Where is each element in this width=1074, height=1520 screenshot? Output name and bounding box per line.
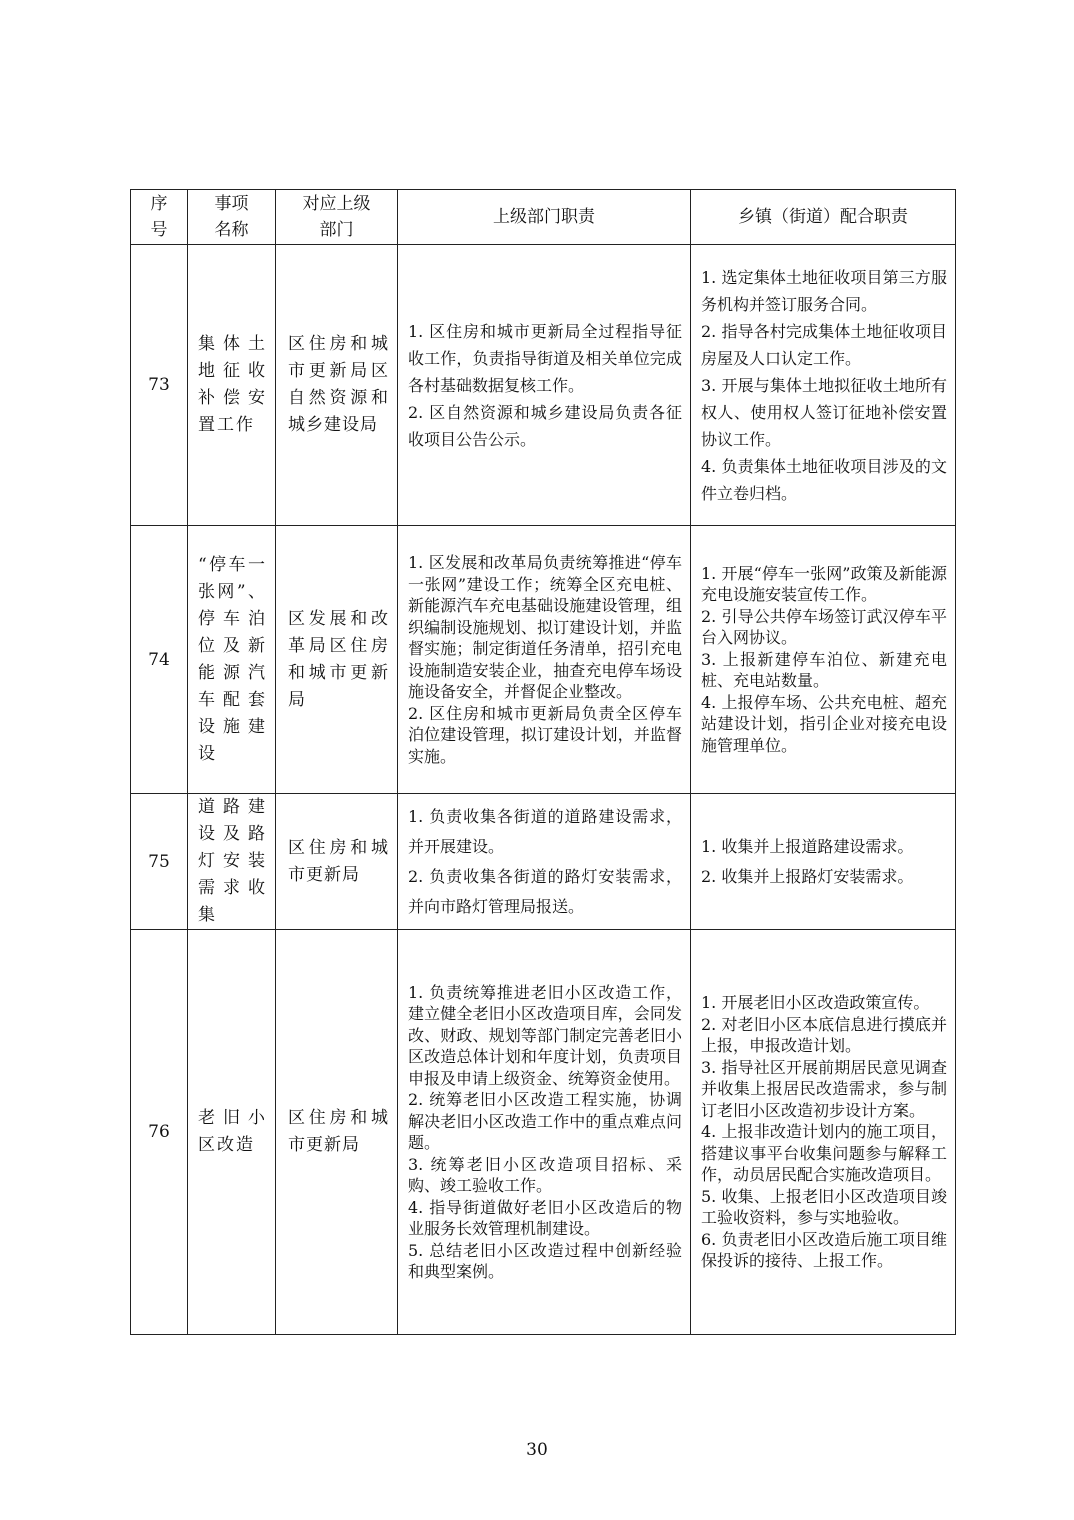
row-index: 76 (131, 930, 188, 1335)
duty-line: 4. 负责集体土地征收项目涉及的文件立卷归档。 (701, 456, 947, 503)
row-index: 74 (131, 526, 188, 794)
item-name: “停车一张网”、停车泊位及新能源汽车配套设施建设 (188, 526, 276, 794)
item-name: 集体土地征收补偿安置工作 (188, 245, 276, 526)
duty-line: 1. 区发展和改革局负责统筹推进“停车一张网”建设工作；统筹全区充电桩、新能源汽车充电基础设施建设管理，组织编制设施规划、拟订建设计划，并监督实施；制定街道任务清单，招引充电设施制造安装企业，抽查充电停车场设施设备安全，并督促企业整改。 (408, 553, 682, 701)
duty-line: 2. 统筹老旧小区改造工程实施，协调解决老旧小区改造工作中的重点难点问题。 (408, 1090, 682, 1152)
duty-line: 5. 总结老旧小区改造过程中创新经验和典型案例。 (408, 1240, 682, 1281)
page-number: 30 (526, 1440, 548, 1460)
upper-duty-cell (398, 930, 691, 1335)
table-row (131, 794, 956, 930)
dept-name: 区住房和城市更新局区自然资源和城乡建设局 (276, 245, 398, 526)
row-index: 73 (131, 245, 188, 526)
duty-line: 1. 负责收集各街道的道路建设需求，并开展建设。 (408, 806, 682, 856)
header-item: 事项名称 (188, 190, 276, 245)
duty-line: 1. 开展“停车一张网”政策及新能源充电设施安装宣传工作。 (701, 563, 947, 605)
duty-line: 6. 负责老旧小区改造后施工项目维保投诉的接待、上报工作。 (701, 1229, 947, 1271)
item-name: 道路建设及路灯安装需求收集 (188, 794, 276, 930)
header-upper-duty: 上级部门职责 (398, 190, 691, 245)
duty-line: 4. 上报停车场、公共充电桩、超充站建设计划，指引企业对接充电设施管理单位。 (701, 692, 947, 755)
duty-line: 2. 区住房和城市更新局负责全区停车泊位建设管理，拟订建设计划，并监督实施。 (408, 703, 682, 766)
duty-line: 2. 引导公共停车场签订武汉停车平台入网协议。 (701, 606, 947, 648)
upper-duty-cell (398, 794, 691, 930)
duty-line: 2. 对老旧小区本底信息进行摸底并上报，申报改造计划。 (701, 1014, 947, 1056)
duty-line: 1. 收集并上报道路建设需求。 (701, 836, 914, 856)
town-duty-cell (691, 526, 956, 794)
duty-line: 5. 收集、上报老旧小区改造项目竣工验收资料，参与实地验收。 (701, 1186, 947, 1228)
duty-line: 3. 统筹老旧小区改造项目招标、采购、竣工验收工作。 (408, 1154, 682, 1195)
item-name: 老旧小区改造 (188, 930, 276, 1335)
table-row (131, 245, 956, 526)
town-duty-cell (691, 930, 956, 1335)
duty-line: 2. 负责收集各街道的路灯安装需求，并向市路灯管理局报送。 (408, 866, 682, 916)
duty-line: 3. 指导社区开展前期居民意见调查并收集上报居民改造需求，参与制订老旧小区改造初步设计方案。 (701, 1057, 947, 1120)
duty-line: 3. 上报新建停车泊位、新建充电桩、充电站数量。 (701, 649, 947, 691)
header-row (131, 190, 956, 245)
duty-table (130, 189, 956, 1335)
duty-line: 2. 区自然资源和城乡建设局负责各征收项目公告公示。 (408, 402, 682, 449)
duty-line: 2. 指导各村完成集体土地征收项目房屋及人口认定工作。 (701, 321, 947, 368)
duty-line: 1. 区住房和城市更新局全过程指导征收工作，负责指导街道及相关单位完成各村基础数据复核工作。 (408, 321, 682, 395)
duty-line: 1. 负责统筹推进老旧小区改造工作，建立健全老旧小区改造项目库，会同发改、财政、规划等部门制定完善老旧小区改造总体计划和年度计划，负责项目申报及申请上级资金、统筹资金使用。 (408, 982, 682, 1088)
row-index: 75 (131, 794, 188, 930)
header-index: 序号 (131, 190, 188, 245)
dept-name: 区住房和城市更新局 (276, 794, 398, 930)
header-dept: 对应上级部门 (276, 190, 398, 245)
header-town-duty: 乡镇（街道）配合职责 (691, 190, 956, 245)
dept-name: 区发展和改革局区住房和城市更新局 (276, 526, 398, 794)
duty-line: 4. 指导街道做好老旧小区改造后的物业服务长效管理机制建设。 (408, 1197, 682, 1238)
duty-line: 4. 上报非改造计划内的施工项目，搭建议事平台收集问题参与解释工作，动员居民配合实施改造项目。 (701, 1122, 947, 1185)
table-row (131, 930, 956, 1335)
upper-duty-cell (398, 526, 691, 794)
table-row (131, 526, 956, 794)
duty-line: 1. 开展老旧小区改造政策宣传。 (701, 993, 930, 1013)
town-duty-cell (691, 794, 956, 930)
duty-line: 3. 开展与集体土地拟征收土地所有权人、使用权人签订征地补偿安置协议工作。 (701, 375, 947, 449)
duty-line: 1. 选定集体土地征收项目第三方服务机构并签订服务合同。 (701, 267, 947, 314)
dept-name: 区住房和城市更新局 (276, 930, 398, 1335)
upper-duty-cell (398, 245, 691, 526)
duty-line: 2. 收集并上报路灯安装需求。 (701, 866, 914, 886)
town-duty-cell (691, 245, 956, 526)
